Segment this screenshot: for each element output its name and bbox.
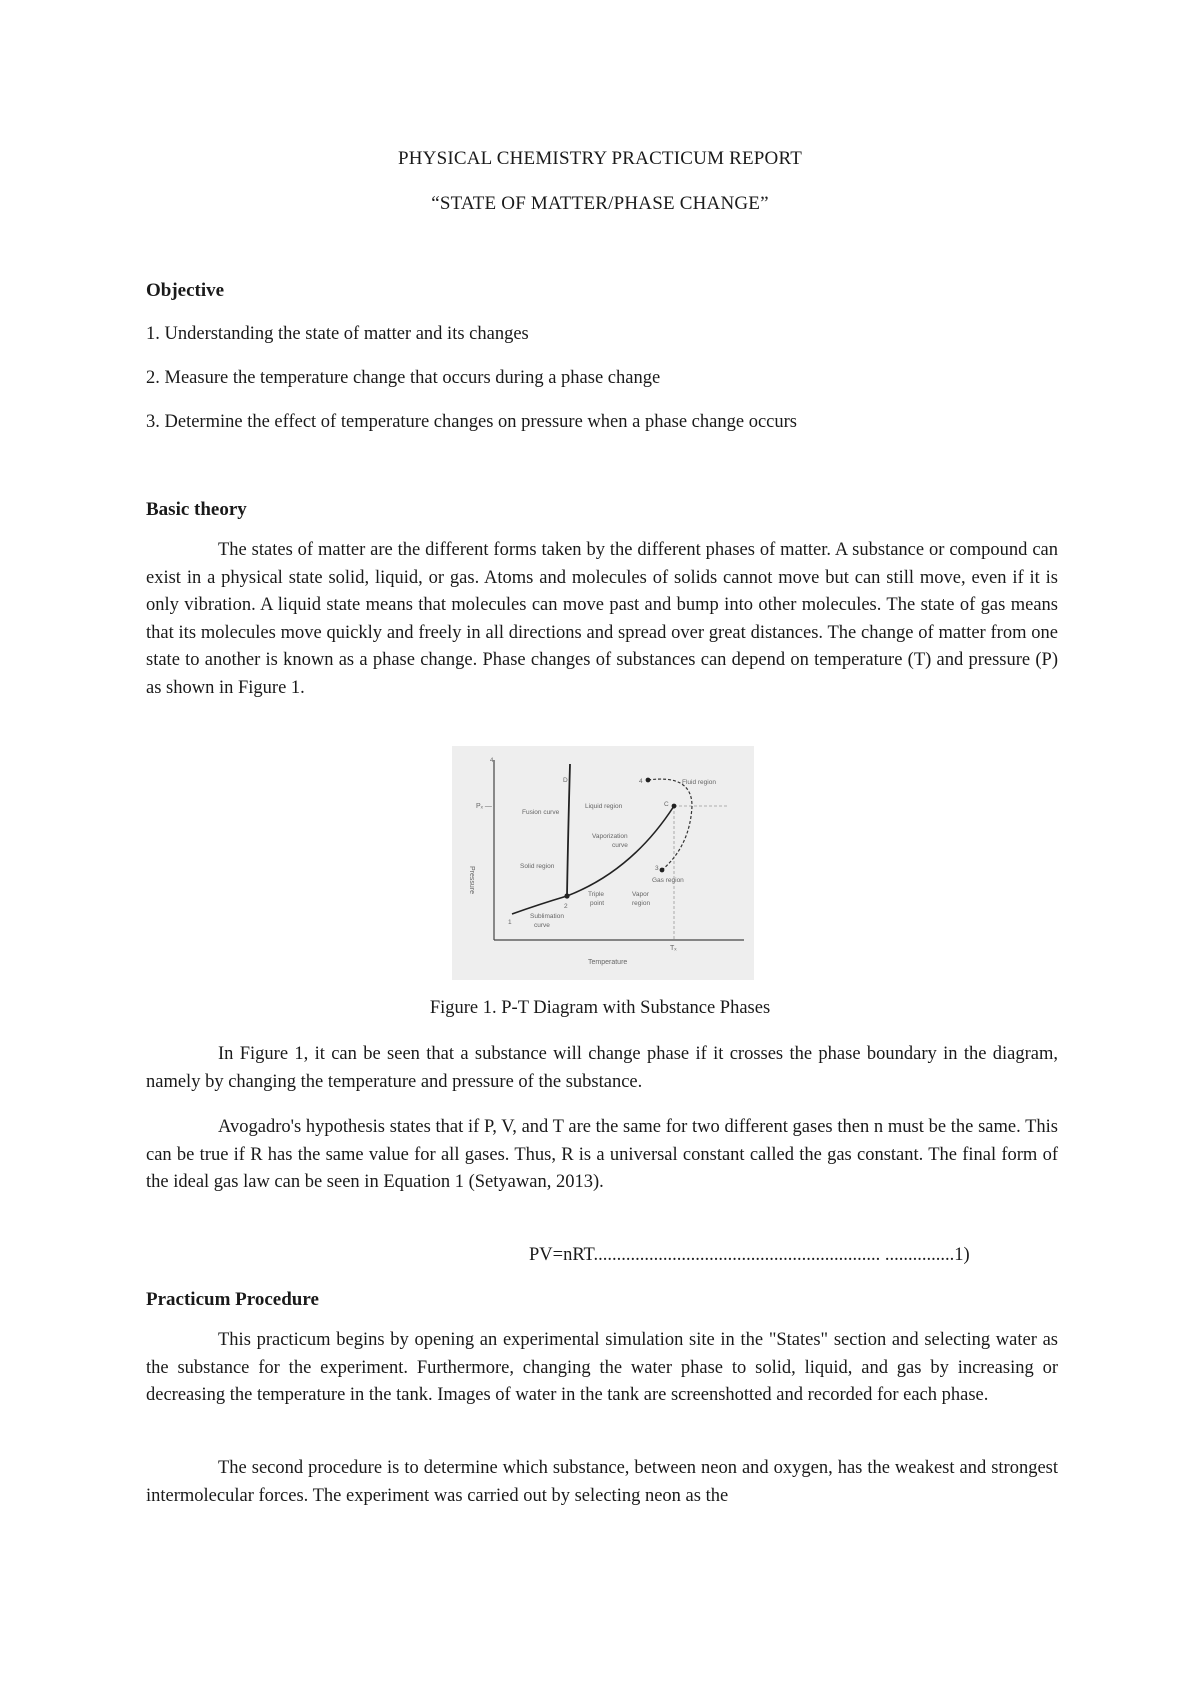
point-c-label: C: [664, 801, 669, 808]
theory-paragraph: [146, 537, 1058, 702]
sublimation-curve-label: Sublimation: [530, 913, 564, 920]
sublimation-curve: [512, 896, 567, 914]
figure-caption: Figure 1. P-T Diagram with Substance Phases: [429, 998, 771, 1018]
solid-region-label: Solid region: [520, 863, 555, 870]
procedure-heading: Practicum Procedure: [146, 1289, 319, 1310]
y-axis-label: Pressure: [468, 866, 475, 895]
ideal-gas-equation: PV=nRT.............................................................. ...............1): [529, 1245, 970, 1265]
point-1-label: 1: [508, 919, 512, 926]
triple-point-label-2: point: [590, 900, 605, 907]
gas-region-label: Gas region: [652, 877, 684, 884]
supercritical-path: [648, 779, 692, 870]
vaporization-curve-label-2: curve: [612, 842, 628, 849]
x-axis-label: Temperature: [588, 959, 628, 966]
liquid-region-label: Liquid region: [585, 803, 623, 810]
point-2-label: 2: [564, 903, 568, 910]
vapor-region-label-2: region: [632, 900, 651, 907]
vaporization-curve-label: Vaporization: [592, 833, 628, 840]
procedure-paragraph-2: [146, 1455, 1058, 1510]
critical-temperature-label: Tₓ: [670, 945, 677, 952]
avogadro-text: Avogadro's hypothesis states that if P, V, and T are the same for two different gases then n must be the same. This can be true if R has the same value for all gases. Thus, R is a universal constant called the gas constant. The final form of the ideal gas law can be seen in Equation 1 (Setyawan, 2013).: [146, 1117, 1058, 1192]
triple-point-label: Triple: [588, 891, 605, 898]
y-axis-tick: 4: [490, 758, 494, 764]
sublimation-curve-label-2: curve: [534, 922, 550, 929]
point-d-label: D: [563, 777, 568, 784]
critical-pressure-label: Pₓ —: [476, 803, 492, 810]
report-title: PHYSICAL CHEMISTRY PRACTICUM REPORT: [397, 148, 803, 169]
critical-point-marker: [672, 804, 677, 809]
pt-diagram-figure: [452, 746, 754, 980]
objective-heading: Objective: [146, 280, 225, 301]
objective-item: 3. Determine the effect of temperature changes on pressure when a phase change occurs: [146, 412, 797, 432]
triple-point-marker: [564, 893, 569, 898]
avogadro-paragraph: [146, 1114, 1058, 1197]
point-4-marker: [646, 778, 651, 783]
vapor-region-label: Vapor: [632, 891, 649, 898]
fluid-region-label: Fluid region: [682, 779, 716, 786]
basic-theory-heading: Basic theory: [146, 499, 247, 520]
report-subtitle: “STATE OF MATTER/PHASE CHANGE”: [431, 193, 769, 214]
procedure-paragraph-2-text: The second procedure is to determine which substance, between neon and oxygen, has the weakest and strongest intermolecular forces. The experiment was carried out by selecting neon as the: [146, 1458, 1058, 1506]
figure-explanation-paragraph: [146, 1041, 1058, 1096]
objective-item: 1. Understanding the state of matter and its changes: [146, 324, 529, 344]
figure-explanation-text: In Figure 1, it can be seen that a substance will change phase if it crosses the phase boundary in the diagram, namely by changing the temperature and pressure of the substance.: [146, 1044, 1058, 1092]
point-3-label: 3: [655, 865, 659, 872]
fusion-curve-label: Fusion curve: [522, 809, 560, 816]
objective-item: 2. Measure the temperature change that occurs during a phase change: [146, 368, 661, 388]
theory-paragraph-text: The states of matter are the different forms taken by the different phases of matter. A substance or compound can exist in a physical state solid, liquid, or gas. Atoms and molecules of solids cannot move but can still move, even if it is only vibration. A liquid state means that molecules can move past and bump into other molecules. The state of gas means that its molecules move quickly and freely in all directions and spread over great distances. The change of matter from one state to another is known as a phase change. Phase changes of substances can depend on temperature (T) and pressure (P) as shown in Figure 1.: [146, 540, 1058, 698]
procedure-paragraph: [146, 1327, 1058, 1410]
pt-diagram-svg: [452, 746, 754, 980]
point-4-label: 4: [639, 778, 643, 785]
point-3-marker: [660, 868, 665, 873]
procedure-paragraph-text: This practicum begins by opening an experimental simulation site in the "States" section and selecting water as the substance for the experiment. Furthermore, changing the water phase to solid, liquid, and gas by increasing or decreasing the temperature in the tank. Images of water in the tank are screenshotted and recorded for each phase.: [146, 1330, 1058, 1405]
